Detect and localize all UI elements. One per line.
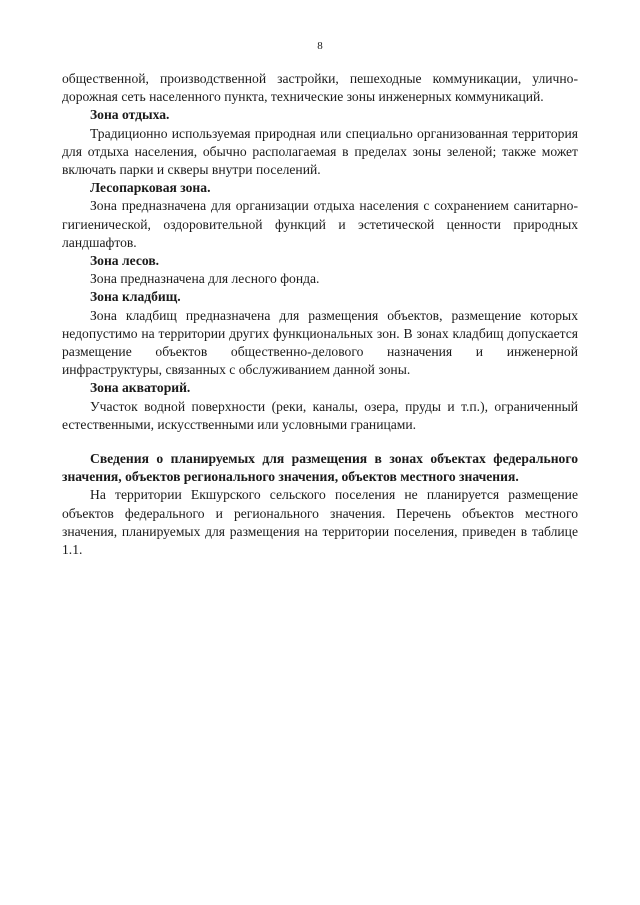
paragraph-water-zone: Участок водной поверхности (реки, каналы, озера, пруды и т.п.), ограниченный естественными, искусственными или условными границами. (62, 398, 578, 432)
paragraph-recreation-zone: Традиционно используемая природная или специально организованная территория для отдыха населения, обычно располагаемая в пределах зоны зеленой; также может включать парки и скверы внутри поселений. (62, 125, 578, 178)
paragraph-planned-objects: На территории Екшурского сельского поселения не планируется размещение объектов федерального и регионального значения. Перечень объектов местного значения, планируемых для размещения на территории поселения, приведен в таблице 1.1. (62, 487, 578, 558)
paragraph-cemetery-zone: Зона кладбищ предназначена для размещения объектов, размещение которых недопустимо на территории других функциональных зон. В зонах кладбищ допускается размещение объектов общественно-делового назначения и инженерной инфраструктуры, связанных с обслуживанием данной зоны. (62, 307, 578, 378)
heading-water-zone: Зона акваторий. (90, 380, 191, 396)
paragraph-intro: общественной, производственной застройки, пешеходные коммуникации, улично-дорожная сеть населенного пункта, технические зоны инженерных коммуникаций. (62, 71, 578, 105)
document-body (62, 70, 578, 559)
page-number: 8 (317, 40, 323, 52)
section-title-planned-objects: Сведения о планируемых для размещения в зонах объектах федерального значения, объектов регионального значения, объектов местного значения. (62, 451, 578, 485)
heading-forest-park-zone: Лесопарковая зона. (90, 180, 211, 196)
heading-recreation-zone: Зона отдыха. (90, 107, 170, 123)
paragraph-forest-park-zone: Зона предназначена для организации отдыха населения с сохранением санитарно-гигиенической, оздоровительной функций и эстетической ценности природных ландшафтов. (62, 198, 578, 250)
heading-cemetery-zone: Зона кладбищ. (90, 289, 181, 305)
heading-forest-zone: Зона лесов. (90, 253, 160, 269)
paragraph-forest-zone: Зона предназначена для лесного фонда. (90, 271, 320, 287)
